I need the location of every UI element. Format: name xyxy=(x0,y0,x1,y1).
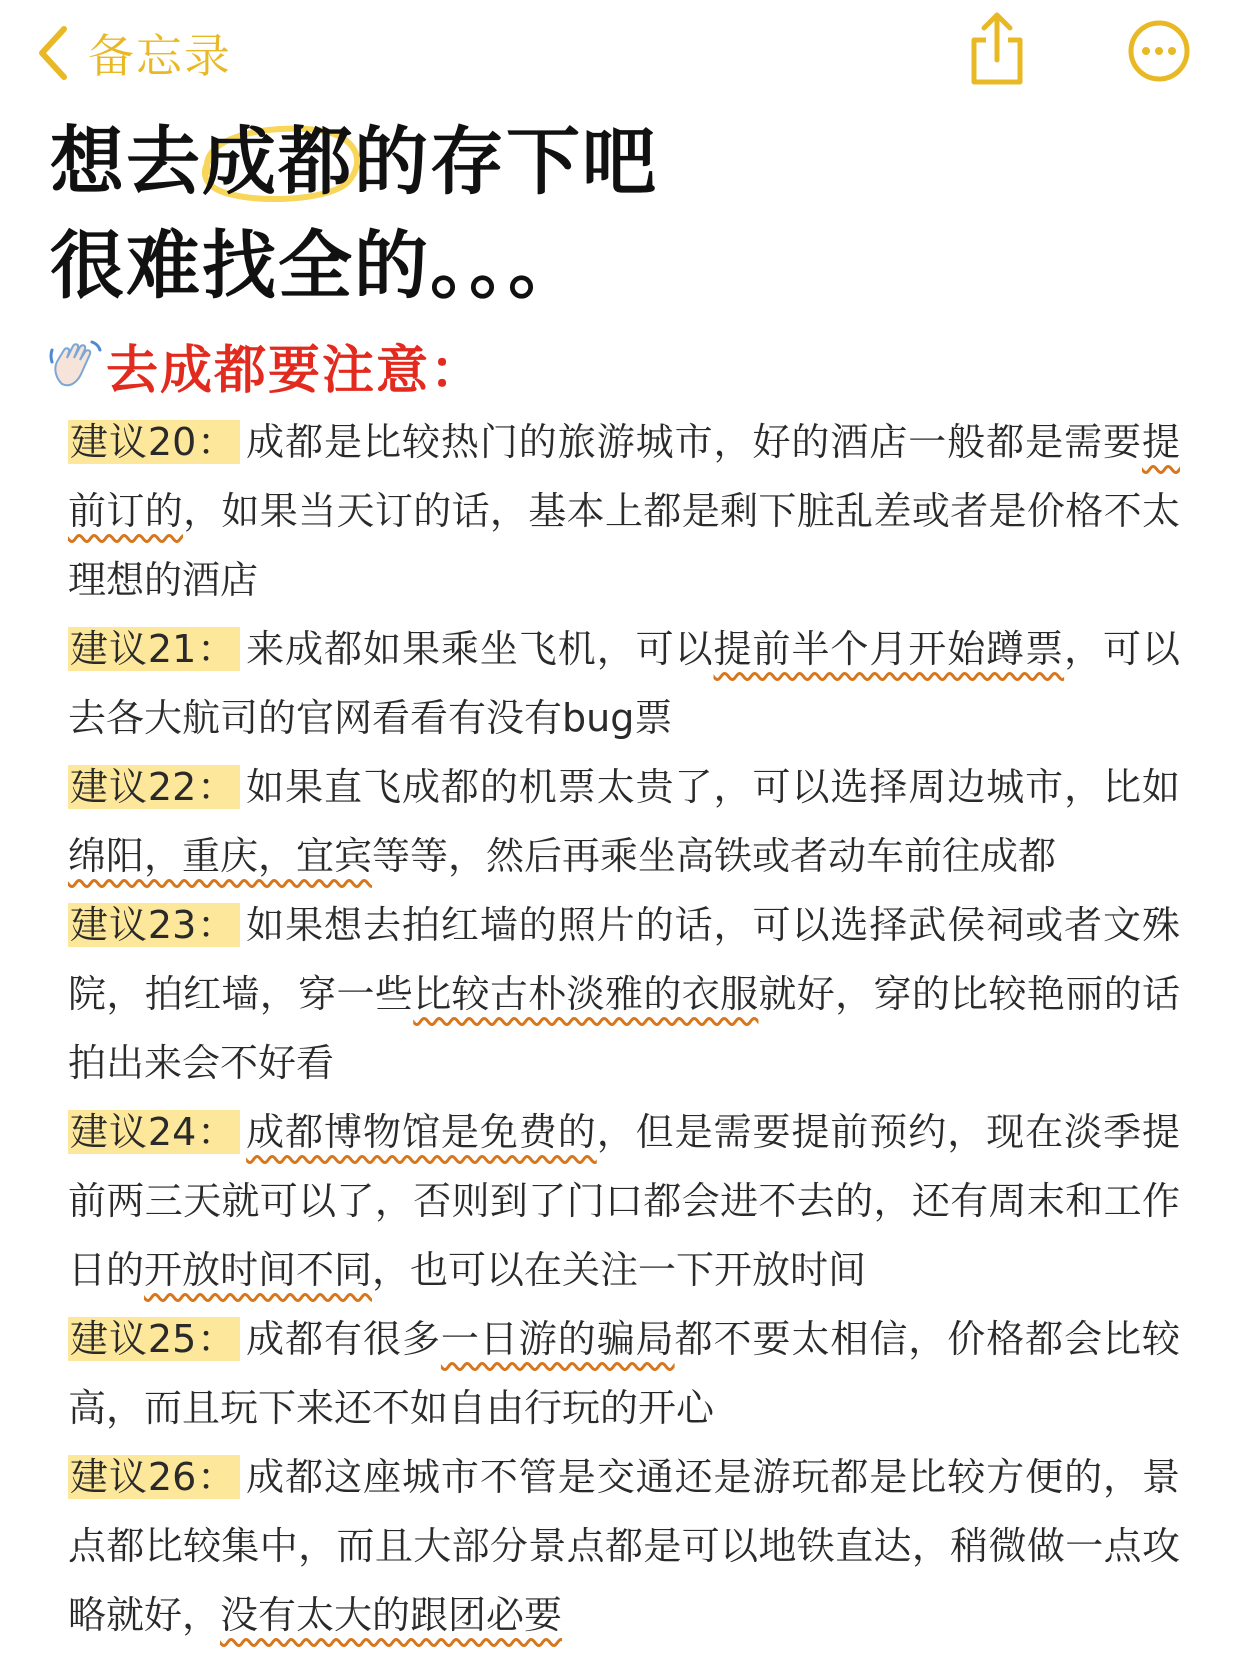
tip-item xyxy=(68,1443,1180,1650)
tip-tag: 建议20： xyxy=(68,420,240,464)
tip-highlight: 比较古朴淡雅的衣服 xyxy=(413,972,759,1016)
waving-hand-icon xyxy=(48,338,102,392)
tip-text: 如果想去拍红墙的照片的话，可以选择武侯祠或者文殊院，拍红墙，穿一些 xyxy=(68,903,1180,1016)
tip-text: ，但是需要提前预约，现在淡季提前两三天就可以了，否则到了门口都会进不去的，还有周末和工作日的 xyxy=(68,1110,1180,1292)
section-header xyxy=(48,330,484,400)
tip-item xyxy=(68,1305,1180,1443)
tip-text: 成都是比较热门的旅游城市，好的酒店一般都是需要 xyxy=(246,420,1142,464)
title-text: 的存下吧 xyxy=(354,119,658,205)
back-button[interactable] xyxy=(34,18,232,88)
tip-item xyxy=(68,1098,1180,1305)
tip-highlight: 绵阳，重庆，宜宾 xyxy=(68,834,373,878)
tip-item xyxy=(68,891,1180,1098)
tip-text: ，也可以在关注一下开放时间 xyxy=(372,1248,867,1292)
tip-highlight: 提前订的 xyxy=(68,420,1180,533)
tip-highlight: 一日游的骗局 xyxy=(440,1317,675,1361)
tip-highlight: 开放时间不同 xyxy=(144,1248,373,1292)
title-line-2: 很难找全的。。。 xyxy=(50,223,584,309)
tip-text: 如果直飞成都的机票太贵了，可以选择周边城市，比如 xyxy=(246,765,1180,809)
back-label: 备忘录 xyxy=(88,29,232,83)
tip-text: 等等，然后再乘坐高铁或者动车前往成都 xyxy=(372,834,1057,878)
tip-text: 都不要太相信，价格都会比较高，而且玩下来还不如自由行玩的开心 xyxy=(68,1317,1180,1430)
tip-item xyxy=(68,753,1180,891)
section-title: 去成都要注意： xyxy=(106,340,485,401)
title-highlight-text: 成都 xyxy=(202,119,354,205)
tip-text: 成都有很多 xyxy=(246,1317,441,1361)
tips-list xyxy=(68,408,1180,1650)
tip-tag: 建议24： xyxy=(68,1110,240,1154)
navigation-bar xyxy=(0,0,1242,110)
share-icon[interactable] xyxy=(966,10,1028,88)
tip-highlight: 提前半个月开始蹲票 xyxy=(713,627,1065,671)
tip-text: 成都这座城市不管是交通还是游玩都是比较方便的，景点都比较集中，而且大部分景点都是可以地铁直达，稍微做一点攻略就好， xyxy=(68,1455,1180,1637)
tip-text: ，可以去各大航司的官网看看有没有bug票 xyxy=(68,627,1180,740)
title-line-1 xyxy=(50,110,658,214)
title-highlight xyxy=(202,110,354,214)
tip-text: 来成都如果乘坐飞机，可以 xyxy=(246,627,714,671)
chevron-left-icon xyxy=(34,23,70,83)
more-options-icon[interactable] xyxy=(1126,18,1192,84)
tip-item xyxy=(68,615,1180,753)
title-text: 想去 xyxy=(50,119,202,205)
tip-text: 就好，穿的比较艳丽的话拍出来会不好看 xyxy=(68,972,1180,1085)
tip-tag: 建议22： xyxy=(68,765,240,809)
tip-text: ，如果当天订的话，基本上都是剩下脏乱差或者是价格不太理想的酒店 xyxy=(68,489,1180,602)
tip-tag: 建议26： xyxy=(68,1455,240,1499)
tip-item xyxy=(68,408,1180,615)
tip-tag: 建议21： xyxy=(68,627,240,671)
tip-highlight: 成都博物馆是免费的 xyxy=(246,1110,597,1154)
note-title xyxy=(50,110,658,318)
tip-tag: 建议25： xyxy=(68,1317,240,1361)
tip-highlight: 没有太大的跟团必要 xyxy=(220,1593,563,1637)
tip-tag: 建议23： xyxy=(68,903,240,947)
